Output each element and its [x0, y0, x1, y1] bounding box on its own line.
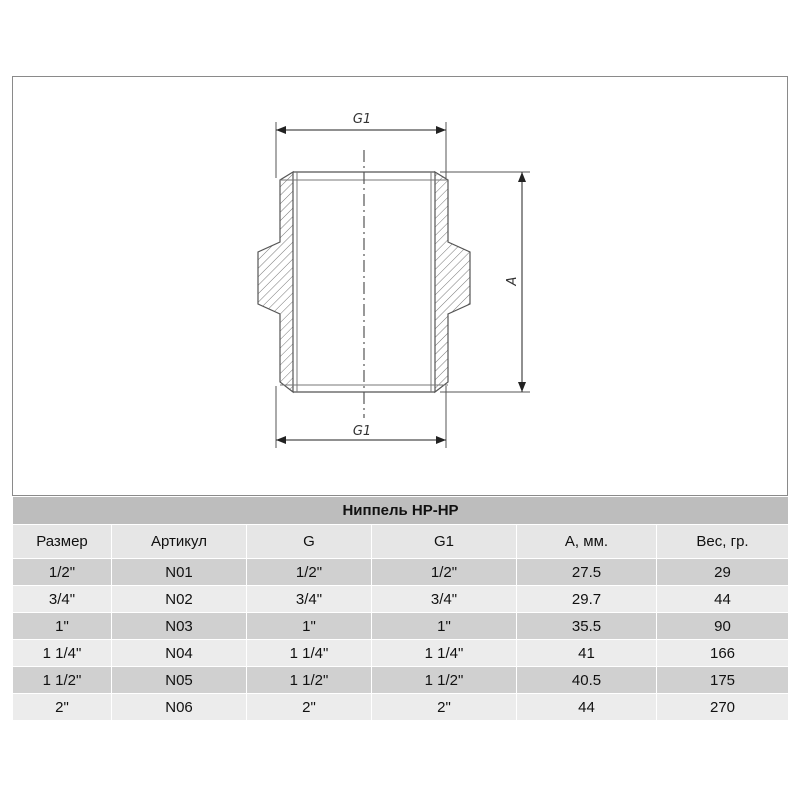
table-header-row: [13, 525, 789, 559]
cell-weight: 29: [657, 559, 789, 586]
table-row: [13, 559, 789, 586]
cell-g: 1 1/2": [247, 667, 372, 694]
cell-g1: 3/4": [372, 586, 517, 613]
cell-weight: 90: [657, 613, 789, 640]
cell-article: N06: [112, 694, 247, 721]
cell-weight: 44: [657, 586, 789, 613]
cell-g1: 1": [372, 613, 517, 640]
dim-label-top: G1: [352, 112, 372, 127]
cell-size: 1/2": [13, 559, 112, 586]
cell-article: N02: [112, 586, 247, 613]
table-row: [13, 640, 789, 667]
cell-size: 3/4": [13, 586, 112, 613]
cell-size: 1 1/2": [13, 667, 112, 694]
table-row: [13, 694, 789, 721]
table-row: [13, 667, 789, 694]
cell-a-mm: 27.5: [517, 559, 657, 586]
cell-weight: 175: [657, 667, 789, 694]
right-wall-section: [435, 172, 470, 392]
cell-a-mm: 41: [517, 640, 657, 667]
cell-g1: 2": [372, 694, 517, 721]
table-row: [13, 613, 789, 640]
header-article: Артикул: [112, 525, 247, 559]
cell-a-mm: 40.5: [517, 667, 657, 694]
cell-g1: 1/2": [372, 559, 517, 586]
left-wall-section: [258, 172, 293, 392]
header-size: Размер: [13, 525, 112, 559]
cell-size: 1 1/4": [13, 640, 112, 667]
header-g: G: [247, 525, 372, 559]
cell-a-mm: 44: [517, 694, 657, 721]
cell-g: 3/4": [247, 586, 372, 613]
cell-g: 1/2": [247, 559, 372, 586]
cell-g: 2": [247, 694, 372, 721]
cell-article: N05: [112, 667, 247, 694]
header-weight: Вес, гр.: [657, 525, 789, 559]
dim-label-side: A: [505, 276, 520, 286]
cell-article: N04: [112, 640, 247, 667]
cell-a-mm: 29.7: [517, 586, 657, 613]
cell-size: 2": [13, 694, 112, 721]
table-title: Ниппель НР-НР: [13, 497, 789, 525]
cell-a-mm: 35.5: [517, 613, 657, 640]
table-row: [13, 586, 789, 613]
cell-article: N03: [112, 613, 247, 640]
cell-g: 1": [247, 613, 372, 640]
spec-table: [12, 496, 789, 721]
cell-weight: 166: [657, 640, 789, 667]
cell-g1: 1 1/2": [372, 667, 517, 694]
cell-weight: 270: [657, 694, 789, 721]
dim-label-bottom: G1: [352, 424, 372, 439]
cell-size: 1": [13, 613, 112, 640]
cell-g1: 1 1/4": [372, 640, 517, 667]
header-a-mm: А, мм.: [517, 525, 657, 559]
cell-article: N01: [112, 559, 247, 586]
cell-g: 1 1/4": [247, 640, 372, 667]
header-g1: G1: [372, 525, 517, 559]
